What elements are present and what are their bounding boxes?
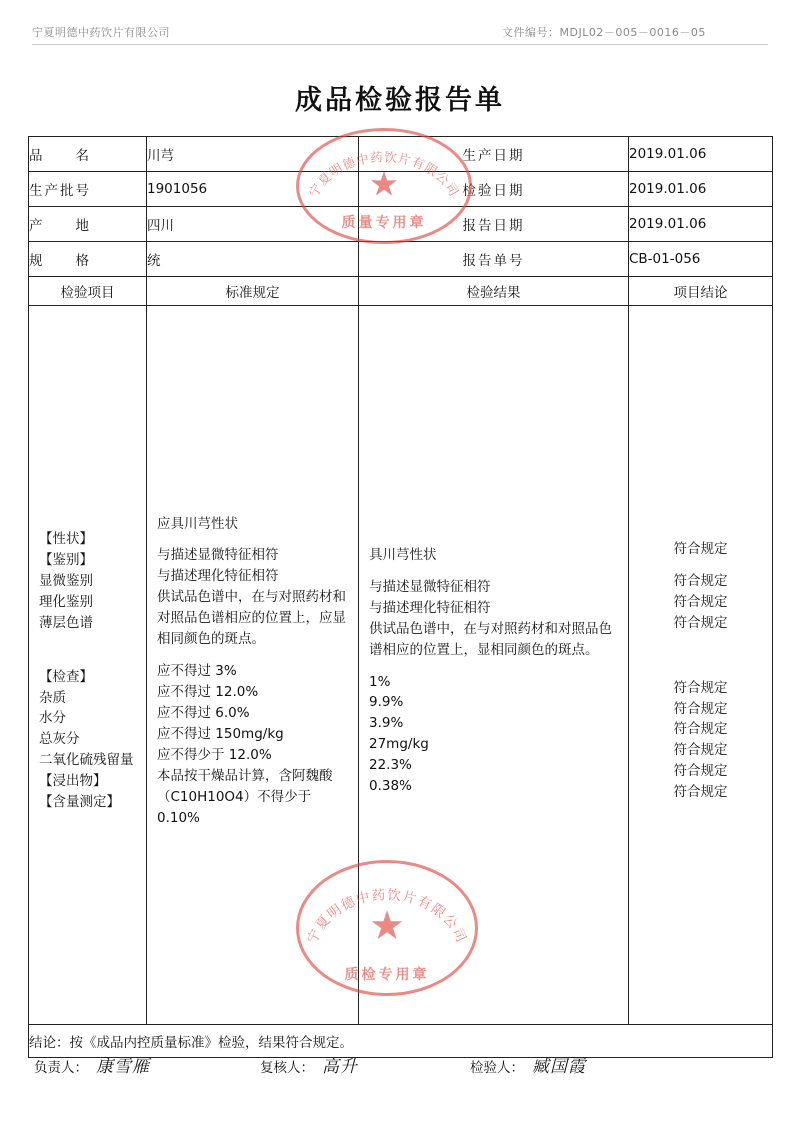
field-value-report-date: 2019.01.06 — [629, 207, 773, 242]
report-table — [28, 136, 773, 1058]
standard-text: 本品按干燥品计算，含阿魏酸（C10H10O4）不得少于0.10% — [157, 767, 333, 826]
result-text: 与描述理化特征相符 — [369, 599, 491, 616]
result-text: 具川芎性状 — [369, 546, 437, 563]
signature-reviewer — [260, 1052, 358, 1077]
table-row — [29, 207, 773, 242]
field-value-batch-number: 1901056 — [147, 172, 359, 207]
field-label-product-name: 品 名 — [29, 137, 147, 172]
table-row — [29, 172, 773, 207]
stamp-bottom-text-bottom: 质检专用章 — [344, 967, 430, 983]
signature-responsible — [34, 1052, 150, 1077]
stamp-arc-text-bottom: 宁夏明德中药饮片有限公司 — [304, 887, 470, 947]
stamp-bottom-text-top: 质量专用章 — [341, 215, 427, 231]
standard-text: 应不得过 3% — [157, 663, 237, 680]
item-label: 水分 — [39, 710, 66, 727]
standard-text: 供试品色谱中，在与对照药材和对照品色谱相应的位置上，应显相同颜色的斑点。 — [157, 589, 346, 648]
star-icon: ★ — [369, 903, 405, 949]
cell-conclusions — [629, 306, 773, 1025]
field-label-report-date: 报告日期 — [359, 207, 629, 242]
standard-text: 与描述理化特征相符 — [157, 568, 279, 585]
signature-label: 复核人： — [260, 1060, 314, 1076]
standard-text: 应具川芎性状 — [157, 515, 238, 532]
column-header-item: 检验项目 — [29, 277, 147, 306]
conclusion-text: 符合规定 — [673, 784, 728, 801]
signature-inspector — [470, 1052, 586, 1077]
result-text: 9.9% — [369, 694, 404, 711]
conclusion-text: 符合规定 — [673, 540, 728, 557]
cell-items — [29, 306, 147, 1025]
cell-standards — [147, 306, 359, 1025]
final-conclusion-text: 结论：按《成品内控质量标准》检验，结果符合规定。 — [29, 1025, 773, 1058]
table-body-row — [29, 306, 773, 1025]
signature-label: 负责人： — [34, 1060, 88, 1076]
standard-text: 与描述显微特征相符 — [157, 547, 279, 564]
item-label: 总灰分 — [39, 731, 80, 748]
item-label: 二氧化硫残留量 — [39, 752, 134, 769]
page-title: 成品检验报告单 — [295, 85, 505, 116]
star-icon: ★ — [368, 164, 400, 205]
item-label: 薄层色谱 — [39, 614, 93, 631]
item-label: 【鉴别】 — [39, 551, 93, 568]
field-label-inspection-date: 检验日期 — [359, 172, 629, 207]
signature-label: 检验人： — [470, 1060, 524, 1076]
conclusion-text: 符合规定 — [673, 614, 728, 631]
signature-row — [28, 1052, 772, 1092]
field-label-report-number: 报告单号 — [359, 242, 629, 277]
stamp-arc-text-top: 宁夏明德中药饮片有限公司 — [305, 149, 463, 200]
header-company-name: 宁夏明德中药饮片有限公司 — [32, 26, 170, 39]
signature-name: 康雪雁 — [96, 1057, 150, 1077]
result-text: 与描述显微特征相符 — [369, 578, 491, 595]
item-label: 杂质 — [39, 689, 66, 706]
signature-name: 高升 — [322, 1057, 358, 1077]
item-label: 【性状】 — [39, 530, 93, 547]
result-text: 22.3% — [369, 757, 412, 774]
report-table-wrap — [28, 136, 772, 1058]
field-label-batch-number: 生产批号 — [29, 172, 147, 207]
result-text: 3.9% — [369, 715, 404, 732]
cell-results — [359, 306, 629, 1025]
standard-text: 应不得过 6.0% — [157, 704, 250, 721]
result-text: 0.38% — [369, 778, 412, 795]
field-value-report-number: CB-01-056 — [629, 242, 773, 277]
header-document-number: 文件编号：MDJL02－005－0016－05 — [502, 26, 706, 39]
item-label: 理化鉴别 — [39, 593, 93, 610]
item-label: 显微鉴别 — [39, 572, 93, 589]
item-label: 【浸出物】 — [39, 773, 107, 790]
field-value-inspection-date: 2019.01.06 — [629, 172, 773, 207]
header-divider — [32, 44, 768, 45]
conclusion-text: 符合规定 — [673, 721, 728, 738]
table-row — [29, 137, 773, 172]
result-text: 1% — [369, 673, 391, 690]
column-header-result: 检验结果 — [359, 277, 629, 306]
field-label-specification: 规 格 — [29, 242, 147, 277]
conclusion-text: 符合规定 — [673, 572, 728, 589]
table-row — [29, 242, 773, 277]
field-value-production-date: 2019.01.06 — [629, 137, 773, 172]
conclusion-text: 符合规定 — [673, 763, 728, 780]
field-label-production-date: 生产日期 — [359, 137, 629, 172]
conclusion-text: 符合规定 — [673, 742, 728, 759]
conclusion-text: 符合规定 — [673, 679, 728, 696]
field-value-product-name: 川芎 — [147, 137, 359, 172]
conclusion-text: 符合规定 — [673, 593, 728, 610]
item-label: 【含量测定】 — [39, 794, 120, 811]
item-label: 【检查】 — [39, 668, 93, 685]
standard-text: 应不得少于 12.0% — [157, 746, 272, 763]
signature-name: 臧国霞 — [532, 1057, 586, 1077]
result-text: 27mg/kg — [369, 736, 429, 753]
standard-text: 应不得过 150mg/kg — [157, 725, 284, 742]
column-header-conclusion: 项目结论 — [629, 277, 773, 306]
standard-text: 应不得过 12.0% — [157, 684, 259, 700]
field-label-origin: 产 地 — [29, 207, 147, 242]
result-text: 供试品色谱中，在与对照药材和对照品色谱相应的位置上，显相同颜色的斑点。 — [369, 620, 612, 658]
field-value-specification: 统 — [147, 242, 359, 277]
conclusion-text: 符合规定 — [673, 700, 728, 717]
table-header-row — [29, 277, 773, 306]
field-value-origin: 四川 — [147, 207, 359, 242]
document-header — [32, 24, 768, 40]
column-header-standard: 标准规定 — [147, 277, 359, 306]
